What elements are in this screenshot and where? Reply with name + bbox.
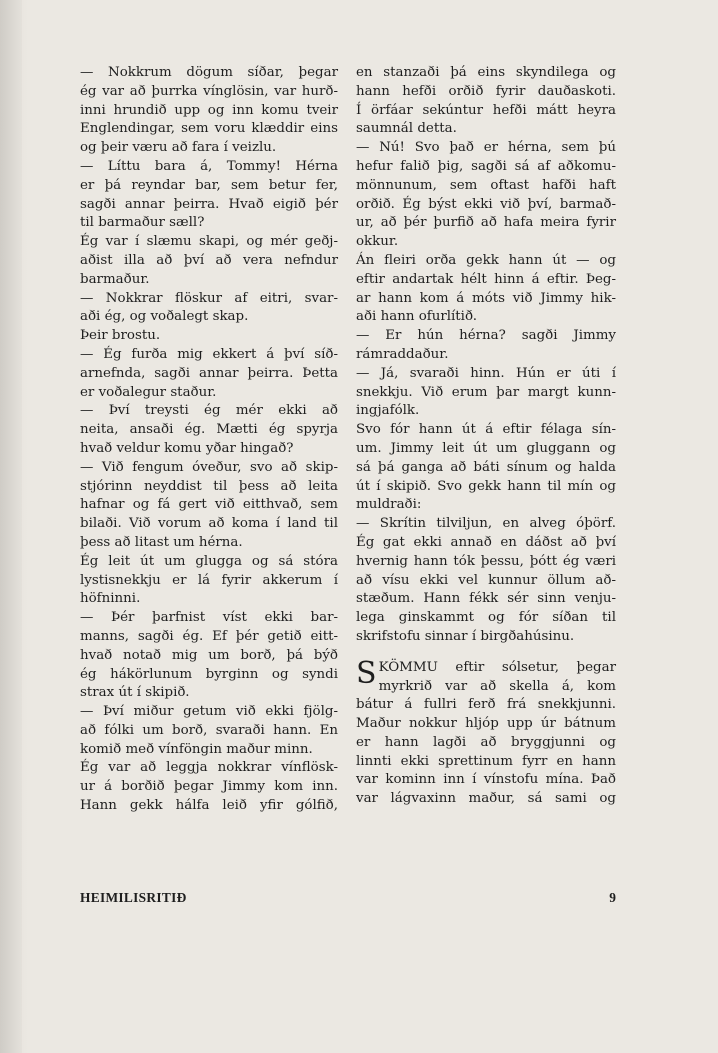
text-line: muldraði: (356, 497, 422, 513)
text-line: hvernig hann tók þessu, þótt ég væri (356, 553, 616, 569)
dropcap-first-line: KÖMMU eftir sólsetur, þegar (378, 659, 616, 675)
text-line: höfninni. (80, 591, 141, 607)
text-line: sá þá ganga að báti sínum og halda (356, 459, 616, 475)
text-line: Englendingar, sem voru klæddir eins (80, 121, 338, 137)
text-line: skrifstofu sinnar í birgðahúsinu. (356, 628, 575, 644)
text-line: hvað veldur komu yðar hingað? (80, 440, 294, 456)
right-column-second-section (356, 696, 616, 809)
text-line: að fólki um borð, svaraði hann. En (80, 722, 338, 738)
text-line: neita, ansaði ég. Mætti ég spyrja (80, 422, 338, 438)
text-line: ég hákörlunum byrginn og syndi (80, 666, 338, 682)
text-line: aði hann ofurlítið. (356, 309, 478, 325)
text-line: að vísu ekki vel kunnur öllum að- (356, 572, 616, 588)
text-line: aðist illa að því að vera nefndur (80, 252, 338, 268)
text-line: út í skipið. Svo gekk hann til mín og (356, 478, 616, 494)
text-line: komið með vínföngin maður minn. (80, 741, 313, 757)
text-line: manns, sagði ég. Ef þér getið eitt- (80, 628, 338, 644)
text-line: Í örfáar sekúntur hefði mátt heyra (356, 102, 616, 118)
text-line: aði ég, og voðalegt skap. (80, 309, 249, 325)
text-line: ur, að þér þurfið að hafa meira fyrir (356, 215, 616, 231)
text-line: — Nokkrum dögum síðar, þegar (80, 65, 338, 80)
section-break (356, 647, 616, 659)
text-line: lega ginskammt og fór síðan til (356, 610, 616, 626)
text-line: hefur falið þig, sagði sá af aðkomu- (356, 158, 616, 174)
right-text-column (356, 64, 616, 809)
text-line: og þeir væru að fara í veizlu. (80, 140, 277, 156)
text-line: Svo fór hann út á eftir félaga sín- (356, 422, 616, 438)
text-line: var kominn inn í vínstofu mína. Það (356, 772, 616, 788)
text-line: barmaður. (80, 271, 150, 287)
text-line: bátur á fullri ferð frá snekkjunni. (356, 697, 616, 713)
text-line: linnti ekki sprettinum fyrr en hann (356, 753, 616, 769)
dropcap-second-line: myrkrið var að skella á, kom (378, 678, 616, 694)
text-line: arnefnda, sagði annar þeirra. Þetta (80, 365, 338, 381)
text-line: hafnar og fá gert við eitthvað, sem (80, 497, 338, 513)
text-line: mönnunum, sem oftast hafði haft (356, 177, 616, 193)
text-line: — Skrítin tilviljun, en alveg óþörf. (356, 516, 616, 532)
text-line: er hann lagði að bryggjunni og (356, 734, 616, 750)
text-line: er voðalegur staður. (80, 384, 217, 400)
text-line: strax út í skipið. (80, 685, 190, 701)
left-text-column (80, 64, 338, 816)
text-line: hvað notað mig um borð, þá býð (80, 647, 338, 663)
text-line: Ég var í slæmu skapi, og mér geðj- (80, 234, 338, 250)
text-line: rámraddaður. (356, 346, 449, 362)
text-line: þess að litast um hérna. (80, 534, 243, 550)
text-line: — Við fengum óveður, svo að skip- (80, 459, 338, 475)
dropcap-paragraph (356, 655, 616, 697)
text-line: okkur. (356, 234, 399, 250)
text-line: sagði annar þeirra. Hvað eigið þér (80, 196, 338, 212)
text-line: en stanzaði þá eins skyndilega og (356, 65, 616, 80)
text-line: lystisnekkju er lá fyrir akkerum í (80, 572, 338, 588)
text-line: snekkju. Við erum þar margt kunn- (356, 384, 616, 400)
text-line: — Líttu bara á, Tommy! Hérna (80, 158, 338, 174)
text-line: er þá reyndar bar, sem betur fer, (80, 177, 338, 193)
text-line: — Þér þarfnist víst ekki bar- (80, 610, 338, 626)
text-line: Ég gat ekki annað en dáðst að því (356, 534, 616, 550)
page-fold-shadow (0, 0, 22, 1053)
text-line: stjórinn neyddist til þess að leita (80, 478, 338, 494)
text-line: Ég var að leggja nokkrar vínflösk- (80, 760, 338, 776)
text-line: eftir andartak hélt hinn á eftir. Þeg- (356, 271, 616, 287)
text-line: — Nokkrar flöskur af eitri, svar- (80, 290, 338, 306)
text-line: ég var að þurrka vínglösin, var hurð- (80, 83, 338, 99)
text-line: stæðum. Hann fékk sér sinn venju- (356, 591, 616, 607)
text-line: um. Jimmy leit út um gluggann og (356, 440, 616, 456)
text-line: — Ég furða mig ekkert á því síð- (80, 346, 338, 362)
text-line: — Er hún hérna? sagði Jimmy (356, 328, 616, 344)
text-line: — Því treysti ég mér ekki að (80, 403, 338, 419)
right-column-first-section (356, 64, 616, 647)
text-line: Maður nokkur hljóp upp úr bátnum (356, 716, 616, 732)
text-line: ingjafólk. (356, 403, 420, 419)
text-line: — Nú! Svo það er hérna, sem þú (356, 140, 616, 156)
publication-name: HEIMILISRITIÐ (80, 890, 187, 905)
text-line: Ég leit út um glugga og sá stóra (80, 553, 338, 569)
text-line: orðið. Ég býst ekki við því, barmað- (356, 196, 616, 212)
text-line: Án fleiri orða gekk hann út — og (356, 252, 616, 268)
text-line: inni hrundið upp og inn komu tveir (80, 102, 338, 118)
page-number: 9 (609, 890, 616, 905)
text-line: var lágvaxinn maður, sá sami og (356, 791, 616, 807)
text-line: — Því miður getum við ekki fjölg- (80, 704, 338, 720)
dropcap-letter: S (356, 655, 377, 691)
text-line: ur á borðið þegar Jimmy kom inn. (80, 779, 338, 795)
text-line: — Já, svaraði hinn. Hún er úti í (356, 365, 616, 381)
text-line: bilaði. Við vorum að koma í land til (80, 516, 338, 532)
text-line: til barmaður sæll? (80, 215, 205, 231)
text-line: ar hann kom á móts við Jimmy hik- (356, 290, 616, 306)
text-line: saumnál detta. (356, 121, 457, 137)
text-line: hann hefði orðið fyrir dauðaskoti. (356, 83, 616, 99)
text-line: Þeir brostu. (80, 328, 161, 344)
text-line: Hann gekk hálfa leið yfir gólfið, (80, 798, 338, 814)
